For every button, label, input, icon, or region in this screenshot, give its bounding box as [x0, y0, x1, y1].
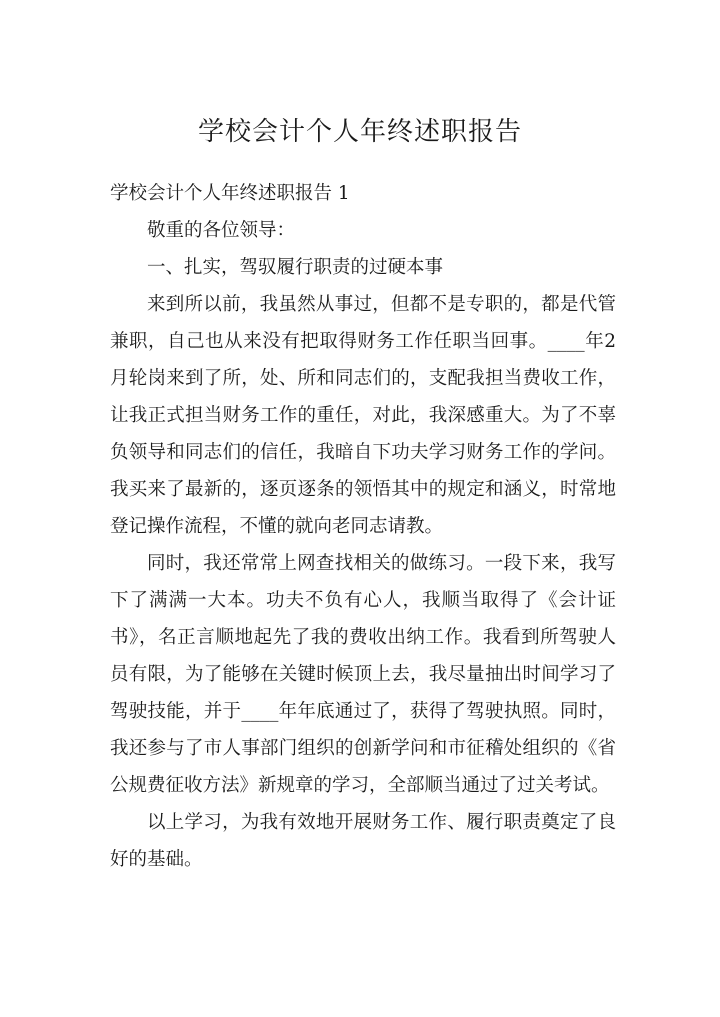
greeting-paragraph: 敬重的各位领导： — [147, 220, 296, 241]
body-paragraph: 来到所以前，我虽然从事过，但都不是专职的，都是代管兼职，自己也从来没有把取得财务工作任职当回事。____年2月轮岗来到了所，处、所和同志们的，支配我担当费收工作，让我正式担当财务工作的重任，对此，我深感重大。为了不辜负领导和同志们的信任，我暗自下功夫学习财务工作的学问。我买来了最新的，逐页逐条的领悟其中的规定和涵义，时常地登记操作流程，不懂的就向老同志请教。 — [110, 294, 616, 537]
body-paragraph: 以上学习，为我有效地开展财务工作、履行职责奠定了良好的基础。 — [110, 812, 616, 870]
document-body — [110, 212, 616, 878]
report-subtitle: 学校会计个人年终述职报告 1 — [110, 183, 350, 204]
document-title: 学校会计个人年终述职报告 — [197, 117, 522, 147]
section-heading: 一、扎实，驾驭履行职责的过硬本事 — [147, 257, 444, 278]
body-paragraph: 同时，我还常常上网查找相关的做练习。一段下来，我写下了满满一大本。功夫不负有心人，我顺当取得了《会计证书》，名正言顺地起先了我的费收出纳工作。我看到所驾驶人员有限，为了能够在关键时候顶上去，我尽量抽出时间学习了驾驶技能，并于____年年底通过了，获得了驾驶执照。同时，我还参与了市人事部门组织的创新学问和市征稽处组织的《省公规费征收方法》新规章的学习，全部顺当通过了过关考试。 — [110, 553, 616, 796]
